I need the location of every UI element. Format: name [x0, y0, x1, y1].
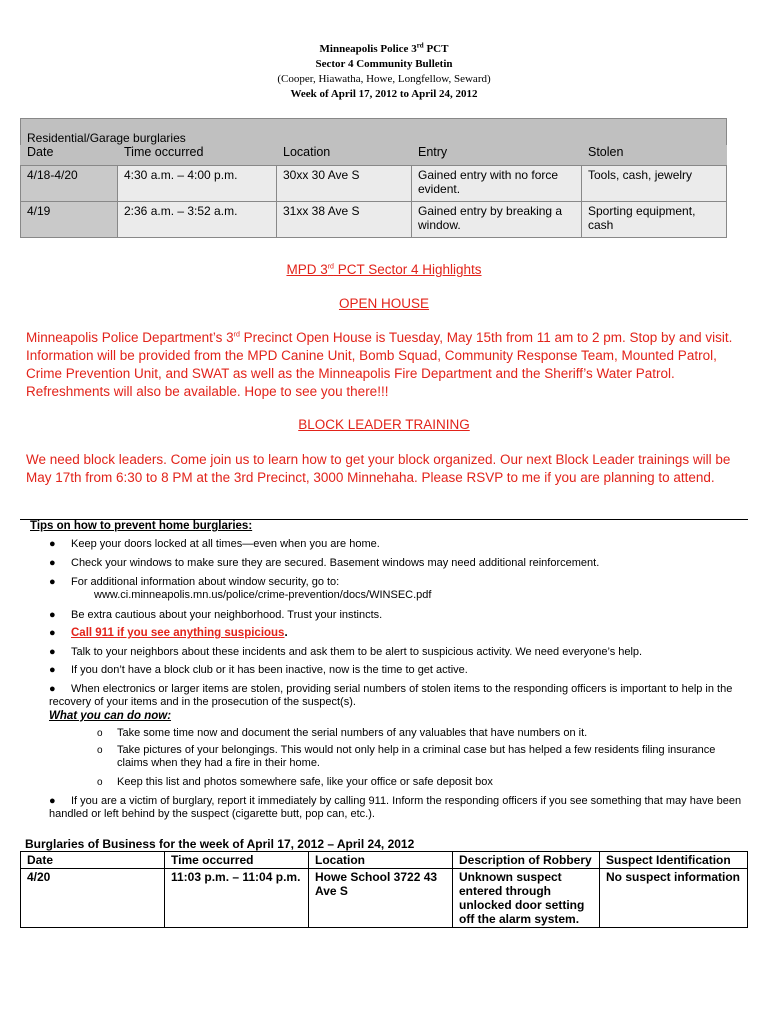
bullet-icon: ● [49, 557, 56, 569]
sub-list-item: o Keep this list and photos somewhere safe, like your office or safe deposit box [97, 776, 493, 788]
circle-bullet-icon: o [97, 745, 103, 756]
list-item: ● Be extra cautious about your neighborhood. Trust your instincts. [49, 609, 383, 621]
column-header: Date [21, 145, 118, 166]
open-house-heading: OPEN HOUSE [338, 296, 430, 311]
table-cell: 31xx 38 Ave S [277, 202, 412, 238]
header-subtitle: Sector 4 Community Bulletin [315, 58, 453, 70]
sub-list-item: o Take pictures of your belongings. This would not only help in a criminal case but has helped a few residents filing insurance claims when they had a fire in their home. [97, 744, 716, 769]
window-security-link[interactable]: www.ci.minneapolis.mn.us/police/crime-prevention/docs/WINSEC.pdf [94, 589, 432, 601]
block-leader-heading: BLOCK LEADER TRAINING [298, 417, 470, 432]
table-cell: Unknown suspect entered through unlocked door setting off the alarm system. [453, 869, 600, 928]
column-header: Time occurred [165, 852, 309, 869]
residential-table-caption: Residential/Garage burglaries [21, 119, 727, 146]
bullet-icon: ● [49, 683, 56, 695]
list-item: ● Call 911 if you see anything suspicious. [49, 627, 288, 639]
table-row [21, 202, 727, 238]
header-title: Minneapolis Police 3rd PCT [319, 41, 449, 55]
open-house-paragraph: Minneapolis Police Department’s 3rd Precinct Open House is Tuesday, May 15th from 11 am to 2 pm. Stop by and visit. Information will be provided from the MPD Canine Unit, Bomb Squad, Community Response Team, Mounted Patrol, Crime Prevention Unit, and SWAT as well as the Minneapolis Fire Department and the Sheriff’s Water Patrol. Refreshments will also be available. Hope to see you there!!! [26, 330, 733, 399]
bullet-icon: ● [49, 609, 56, 621]
table-cell: 4/18-4/20 [21, 166, 118, 202]
column-header: Location [277, 145, 412, 166]
table-cell: Gained entry by breaking a window. [412, 202, 582, 238]
list-item: ● For additional information about window security, go to: www.ci.minneapolis.mn.us/police/crime-prevention/docs/WINSEC.pdf [49, 576, 432, 601]
tips-title: Tips on how to prevent home burglaries: [30, 520, 253, 532]
list-item: ● Check your windows to make sure they are secured. Basement windows may need additional reinforcement. [49, 557, 600, 569]
table-cell: Howe School 3722 43 Ave S [309, 869, 453, 928]
list-item: ● When electronics or larger items are stolen, providing serial numbers of stolen items to the responding officers is important to help in the recovery of your items and in the prosecution of the suspect(s). [49, 683, 733, 708]
table-cell: 4/19 [21, 202, 118, 238]
circle-bullet-icon: o [97, 728, 103, 739]
bullet-icon: ● [49, 627, 56, 639]
bullet-icon: ● [49, 664, 56, 676]
column-header: Location [309, 852, 453, 869]
table-cell: 30xx 30 Ave S [277, 166, 412, 202]
business-burglaries-table [20, 851, 748, 928]
column-header: Time occurred [118, 145, 277, 166]
bullet-icon: ● [49, 576, 56, 588]
table-row [21, 869, 748, 928]
list-item: ● If you don’t have a block club or it has been inactive, now is the time to get active. [49, 664, 468, 676]
list-item: ● Talk to your neighbors about these incidents and ask them to be alert to suspicious activity. We need everyone’s help. [49, 646, 643, 658]
business-table-header [21, 852, 748, 869]
bullet-icon: ● [49, 538, 56, 550]
residential-burglaries-table [20, 118, 727, 238]
column-header: Date [21, 852, 165, 869]
table-cell: 2:36 a.m. – 3:52 a.m. [118, 202, 277, 238]
what-you-can-do-heading: What you can do now: [49, 710, 172, 722]
residential-table-header [21, 145, 727, 166]
header-neighborhoods: (Cooper, Hiawatha, Howe, Longfellow, Seward) [277, 73, 491, 85]
column-header: Suspect Identification [600, 852, 748, 869]
circle-bullet-icon: o [97, 777, 103, 788]
highlights-title: MPD 3rd PCT Sector 4 Highlights [286, 262, 482, 277]
bullet-icon: ● [49, 646, 56, 658]
column-header: Entry [412, 145, 582, 166]
column-header: Stolen [582, 145, 727, 166]
table-cell: 11:03 p.m. – 11:04 p.m. [165, 869, 309, 928]
block-leader-paragraph: We need block leaders. Come join us to learn how to get your block organized. Our next Block Leader trainings will be May 17th from 6:30 to 8 PM at the 3rd Precinct, 3000 Minnehaha. Please RSVP to me if you are planning to attend. [26, 452, 731, 485]
table-row [21, 166, 727, 202]
table-cell: Gained entry with no force evident. [412, 166, 582, 202]
sub-list-item: o Take some time now and document the serial numbers of any valuables that have numbers on it. [97, 727, 588, 739]
bullet-icon: ● [49, 795, 56, 807]
call-911-callout: Call 911 if you see anything suspicious [71, 627, 285, 639]
table-cell: Sporting equipment, cash [582, 202, 727, 238]
table-cell: 4/20 [21, 869, 165, 928]
column-header: Description of Robbery [453, 852, 600, 869]
bulletin-header [0, 42, 768, 102]
table-cell: 4:30 a.m. – 4:00 p.m. [118, 166, 277, 202]
header-week: Week of April 17, 2012 to April 24, 2012 [290, 88, 478, 100]
table-cell: No suspect information [600, 869, 748, 928]
table-cell: Tools, cash, jewelry [582, 166, 727, 202]
business-burglaries-title: Burglaries of Business for the week of April 17, 2012 – April 24, 2012 [25, 837, 415, 851]
list-item: ● Keep your doors locked at all times—even when you are home. [49, 538, 380, 550]
list-item: ● If you are a victim of burglary, report it immediately by calling 911. Inform the responding officers if you see something that may have been handled or left behind by the suspect (cigarette butt, pop can, etc.). [49, 795, 742, 820]
